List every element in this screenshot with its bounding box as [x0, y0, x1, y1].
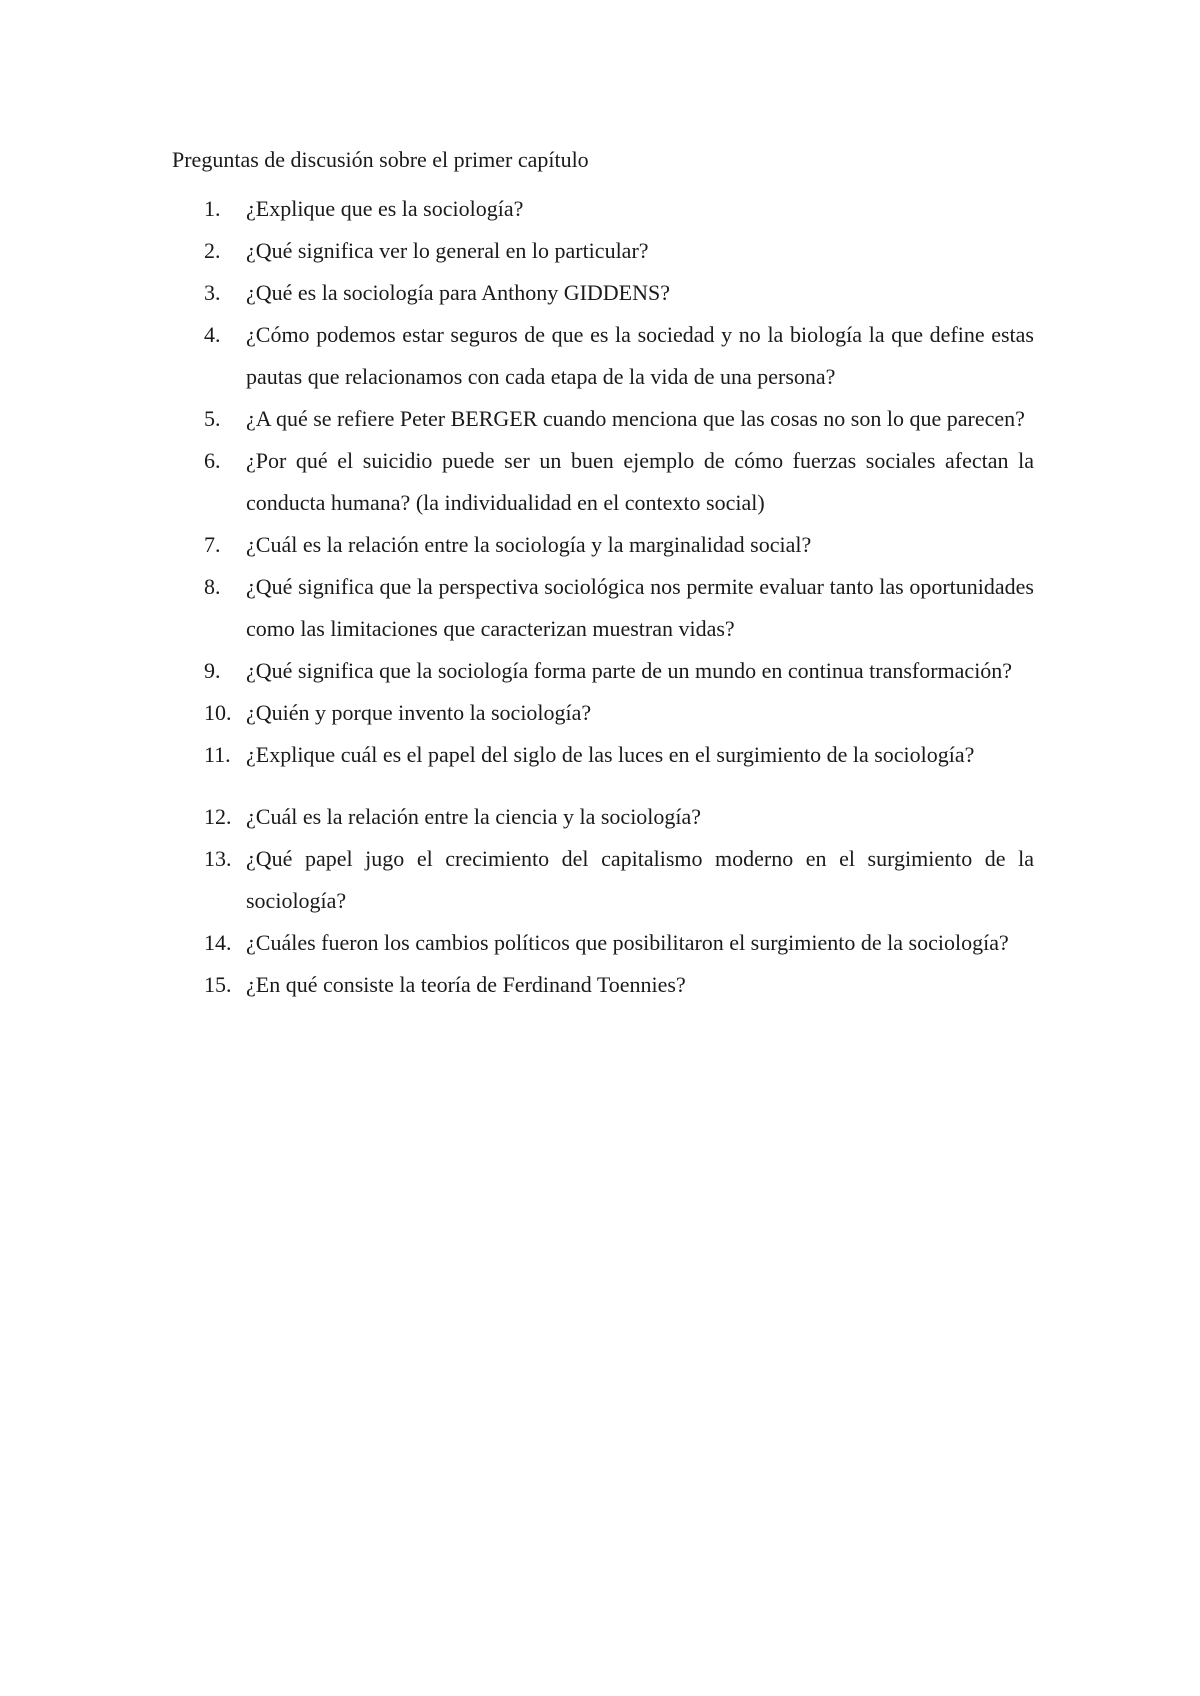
- question-number: 1.: [204, 196, 221, 221]
- question-number: 14.: [204, 930, 232, 955]
- question-text: ¿Cómo podemos estar seguros de que es la sociedad y no la biología la que define estas pautas que relacionamos con cada etapa de la vida de una persona?: [246, 322, 1034, 389]
- question-item-12: [204, 796, 1034, 838]
- question-number: 15.: [204, 972, 232, 997]
- question-item-4: [204, 314, 1034, 398]
- question-text: ¿Qué significa que la perspectiva sociológica nos permite evaluar tanto las oportunidades como las limitaciones que caracterizan muestran vidas?: [246, 574, 1034, 641]
- question-item-3: [204, 272, 1034, 314]
- question-text: ¿Qué significa que la sociología forma parte de un mundo en continua transformación?: [246, 658, 1013, 683]
- question-item-2: [204, 230, 1034, 272]
- question-item-15: [204, 964, 1034, 1006]
- question-item-5: [204, 398, 1034, 440]
- question-text: ¿En qué consiste la teoría de Ferdinand Toennies?: [246, 972, 686, 997]
- question-number: 5.: [204, 406, 221, 431]
- question-text: ¿Qué significa ver lo general en lo particular?: [246, 238, 649, 263]
- question-text: ¿Explique que es la sociología?: [246, 196, 524, 221]
- question-number: 3.: [204, 280, 221, 305]
- question-number: 7.: [204, 532, 221, 557]
- question-number: 13.: [204, 846, 232, 871]
- question-text: ¿Qué papel jugo el crecimiento del capitalismo moderno en el surgimiento de la sociología?: [246, 846, 1034, 913]
- question-number: 8.: [204, 574, 221, 599]
- question-item-1: [204, 188, 1034, 230]
- question-number: 11.: [204, 742, 231, 767]
- question-item-14: [204, 922, 1034, 964]
- question-number: 9.: [204, 658, 221, 683]
- question-text: ¿Cuáles fueron los cambios políticos que posibilitaron el surgimiento de la sociología?: [246, 930, 1009, 955]
- question-item-7: [204, 524, 1034, 566]
- question-number: 12.: [204, 804, 232, 829]
- question-number: 10.: [204, 700, 232, 725]
- question-text: ¿Cuál es la relación entre la sociología y la marginalidad social?: [246, 532, 812, 557]
- question-list: [204, 188, 1034, 1006]
- question-item-8: [204, 566, 1034, 650]
- question-text: ¿Quién y porque invento la sociología?: [246, 700, 592, 725]
- document-title: Preguntas de discusión sobre el primer capítulo: [172, 147, 589, 172]
- question-text: ¿Explique cuál es el papel del siglo de las luces en el surgimiento de la sociología?: [246, 742, 975, 767]
- question-number: 4.: [204, 322, 221, 347]
- question-item-11: [204, 734, 1034, 776]
- question-item-10: [204, 692, 1034, 734]
- question-item-13: [204, 838, 1034, 922]
- question-item-9: [204, 650, 1034, 692]
- question-text: ¿Cuál es la relación entre la ciencia y la sociología?: [246, 804, 702, 829]
- question-number: 2.: [204, 238, 221, 263]
- question-number: 6.: [204, 448, 221, 473]
- question-text: ¿A qué se refiere Peter BERGER cuando menciona que las cosas no son lo que parecen?: [246, 406, 1025, 431]
- question-text: ¿Por qué el suicidio puede ser un buen ejemplo de cómo fuerzas sociales afectan la conducta humana? (la individualidad en el contexto social): [246, 448, 1034, 515]
- question-item-6: [204, 440, 1034, 524]
- question-text: ¿Qué es la sociología para Anthony GIDDENS?: [246, 280, 671, 305]
